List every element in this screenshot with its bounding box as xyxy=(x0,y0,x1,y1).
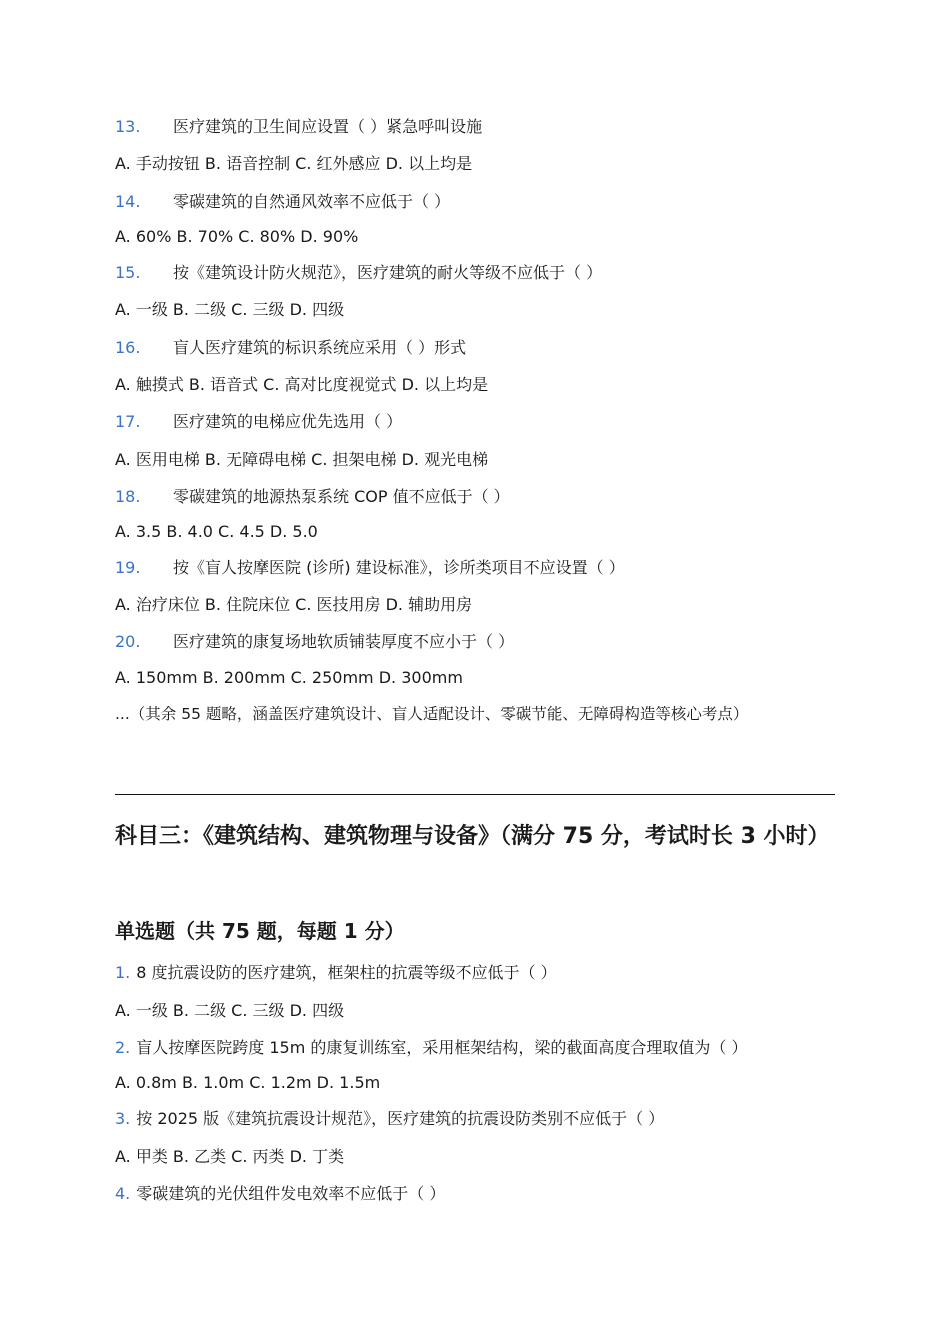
question-15-options: A. 一级 B. 二级 C. 三级 D. 四级 xyxy=(115,300,345,319)
question-3 xyxy=(115,1108,664,1130)
question-text: 零碳建筑的光伏组件发电效率不应低于（ ） xyxy=(136,1184,446,1203)
question-number: 3. xyxy=(115,1109,131,1128)
question-number: 19. xyxy=(115,558,141,577)
question-number: 15. xyxy=(115,263,141,282)
question-20-options: A. 150mm B. 200mm C. 250mm D. 300mm xyxy=(115,668,463,687)
question-number: 4. xyxy=(115,1184,131,1203)
question-text: 按《盲人按摩医院 (诊所) 建设标准》，诊所类项目不应设置（ ） xyxy=(173,558,625,577)
question-text: 按 2025 版《建筑抗震设计规范》，医疗建筑的抗震设防类别不应低于（ ） xyxy=(136,1109,665,1128)
question-16 xyxy=(115,337,466,359)
question-13-options: A. 手动按钮 B. 语音控制 C. 红外感应 D. 以上均是 xyxy=(115,154,473,173)
question-text: 按《建筑设计防火规范》，医疗建筑的耐火等级不应低于（ ） xyxy=(173,263,603,282)
section-divider xyxy=(115,794,835,795)
section-title: 单选题（共 75 题，每题 1 分） xyxy=(115,919,405,943)
question-text: 医疗建筑的康复场地软质铺装厚度不应小于（ ） xyxy=(173,632,515,651)
question-text: 零碳建筑的自然通风效率不应低于（ ） xyxy=(173,192,451,211)
question-number: 14. xyxy=(115,192,141,211)
question-text: 盲人医疗建筑的标识系统应采用（ ）形式 xyxy=(173,338,467,357)
question-16-options: A. 触摸式 B. 语音式 C. 高对比度视觉式 D. 以上均是 xyxy=(115,375,489,394)
question-number: 1. xyxy=(115,963,131,982)
question-number: 13. xyxy=(115,117,141,136)
question-text: 8 度抗震设防的医疗建筑，框架柱的抗震等级不应低于（ ） xyxy=(136,963,557,982)
question-2 xyxy=(115,1037,747,1059)
question-13 xyxy=(115,116,482,138)
question-number: 20. xyxy=(115,632,141,651)
question-19 xyxy=(115,557,625,579)
question-15 xyxy=(115,262,602,284)
question-1-options: A. 一级 B. 二级 C. 三级 D. 四级 xyxy=(115,1001,345,1020)
question-14 xyxy=(115,191,450,213)
question-3-options: A. 甲类 B. 乙类 C. 丙类 D. 丁类 xyxy=(115,1147,345,1166)
question-2-options: A. 0.8m B. 1.0m C. 1.2m D. 1.5m xyxy=(115,1073,381,1092)
question-18 xyxy=(115,486,510,508)
subject-title: 科目三：《建筑结构、建筑物理与设备》（满分 75 分，考试时长 3 小时） xyxy=(115,824,830,849)
question-4 xyxy=(115,1183,445,1205)
question-18-options: A. 3.5 B. 4.0 C. 4.5 D. 5.0 xyxy=(115,522,318,541)
question-number: 18. xyxy=(115,487,141,506)
question-17 xyxy=(115,411,402,433)
question-number: 2. xyxy=(115,1038,131,1057)
question-text: 医疗建筑的电梯应优先选用（ ） xyxy=(173,412,403,431)
question-17-options: A. 医用电梯 B. 无障碍电梯 C. 担架电梯 D. 观光电梯 xyxy=(115,450,489,469)
question-text: 零碳建筑的地源热泵系统 COP 值不应低于（ ） xyxy=(173,487,510,506)
omitted-questions-note: ...（其余 55 题略，涵盖医疗建筑设计、盲人适配设计、零碳节能、无障碍构造等核心考点） xyxy=(115,705,749,723)
question-1 xyxy=(115,962,557,984)
question-number: 17. xyxy=(115,412,141,431)
question-19-options: A. 治疗床位 B. 住院床位 C. 医技用房 D. 辅助用房 xyxy=(115,595,473,614)
question-text: 医疗建筑的卫生间应设置（ ）紧急呼叫设施 xyxy=(173,117,483,136)
question-14-options: A. 60% B. 70% C. 80% D. 90% xyxy=(115,227,359,246)
question-number: 16. xyxy=(115,338,141,357)
question-20 xyxy=(115,631,514,653)
question-text: 盲人按摩医院跨度 15m 的康复训练室，采用框架结构，梁的截面高度合理取值为（ ） xyxy=(136,1038,748,1057)
